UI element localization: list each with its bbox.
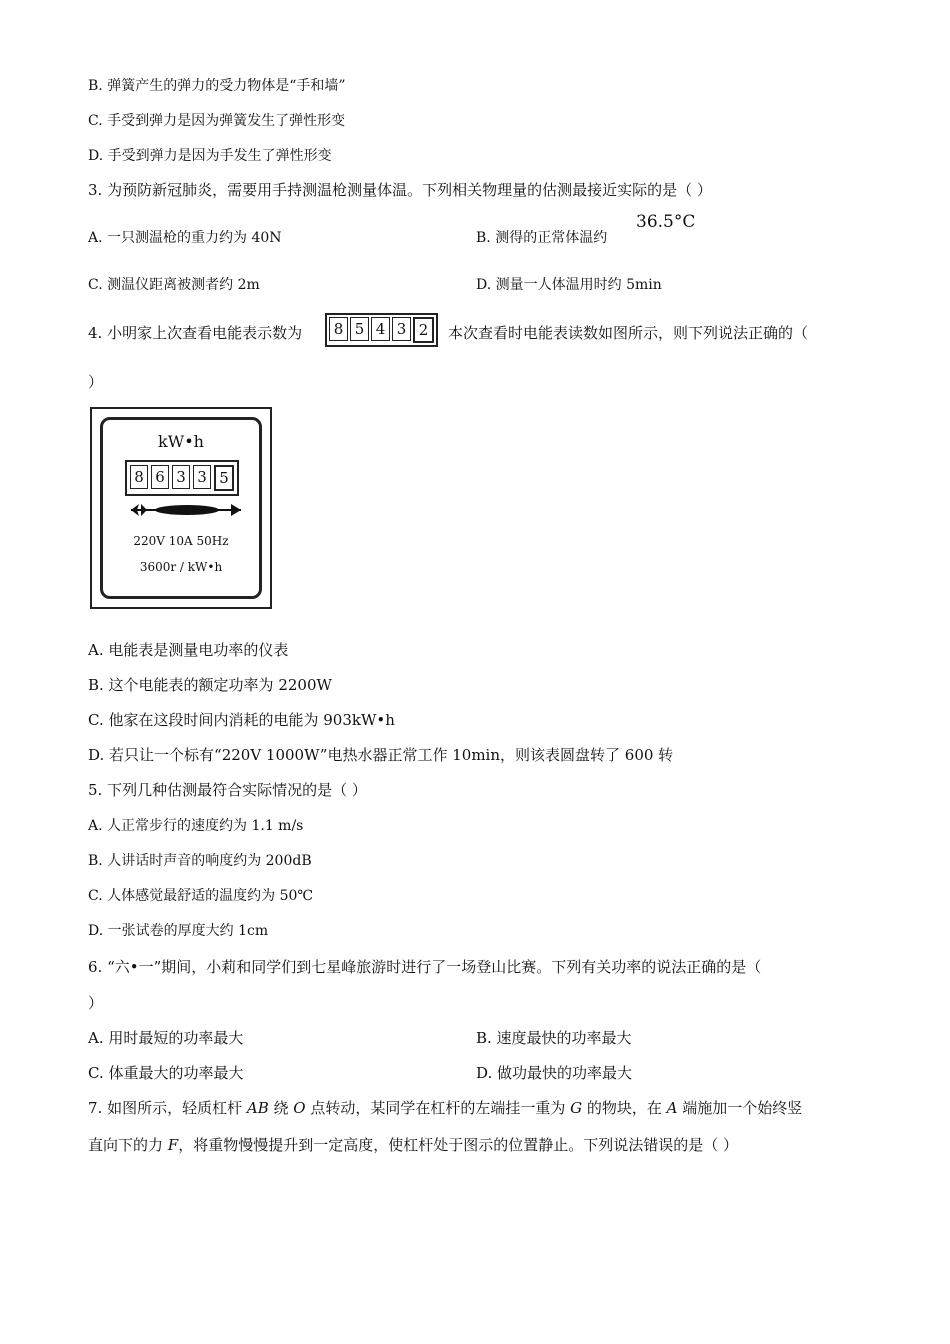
q4-stem-pre: 4. 小明家上次查看电能表示数为 xyxy=(88,324,303,342)
q6-stem: 6. “六•一”期间，小莉和同学们到七星峰旅游时进行了一场登山比赛。下列有关功率的说法正确的是（ xyxy=(88,958,762,976)
q2-option-c: C. 手受到弹力是因为弹簧发生了弹性形变 xyxy=(88,113,346,129)
q2-option-d: D. 手受到弹力是因为手发生了弹性形变 xyxy=(88,148,332,164)
q3-stem: 3. 为预防新冠肺炎，需要用手持测温枪测量体温。下列相关物理量的估测最接近实际的是（ ） xyxy=(88,181,712,199)
q5-option-a: A. 人正常步行的速度约为 1.1 m/s xyxy=(88,818,304,834)
q6-option-d: D. 做功最快的功率最大 xyxy=(476,1064,633,1082)
q7-var-a: A xyxy=(666,1099,678,1117)
q4-option-b: B. 这个电能表的额定功率为 2200W xyxy=(88,676,332,694)
q3-option-d: D. 测量一人体温用时约 5min xyxy=(476,277,662,293)
prev-digit: 3 xyxy=(392,317,411,341)
q7-text: 绕 xyxy=(268,1099,294,1117)
q7-var-o: O xyxy=(293,1099,306,1117)
q4-previous-reading xyxy=(325,313,438,347)
meter-reading xyxy=(125,460,239,496)
meter-spec-rating: 220V 10A 50Hz xyxy=(133,534,229,548)
electric-meter-figure xyxy=(90,407,272,609)
prev-digit: 5 xyxy=(350,317,369,341)
q5-stem: 5. 下列几种估测最符合实际情况的是（ ） xyxy=(88,781,367,799)
q5-option-b: B. 人讲话时声音的响度约为 200dB xyxy=(88,853,312,869)
meter-digit: 5 xyxy=(214,465,234,491)
q7-stem-line2 xyxy=(88,1135,738,1155)
q7-text: 7. 如图所示，轻质杠杆 xyxy=(88,1099,247,1117)
q4-option-a: A. 电能表是测量电功率的仪表 xyxy=(88,641,289,659)
q4-stem-post: 本次查看时电能表读数如图所示，则下列说法正确的（ xyxy=(448,324,809,342)
meter-unit: kW•h xyxy=(158,432,204,451)
prev-digit: 8 xyxy=(329,317,348,341)
meter-digit: 3 xyxy=(172,465,190,489)
q3-option-a: A. 一只测温枪的重力约为 40N xyxy=(88,230,282,246)
q7-text: 的物块，在 xyxy=(582,1099,667,1117)
q7-text: ，将重物慢慢提升到一定高度，使杠杆处于图示的位置静止。下列说法错误的是（ ） xyxy=(178,1136,738,1154)
meter-digit: 8 xyxy=(130,465,148,489)
q5-option-d: D. 一张试卷的厚度大约 1cm xyxy=(88,923,269,939)
meter-digit: 6 xyxy=(151,465,169,489)
meter-spec-revolutions: 3600r / kW•h xyxy=(139,560,223,574)
meter-digit: 3 xyxy=(193,465,211,489)
q3-option-b: B. 测得的正常体温约 xyxy=(476,230,608,246)
q3-option-c: C. 测温仪距离被测者约 2m xyxy=(88,277,260,293)
q5-option-c: C. 人体感觉最舒适的温度约为 50℃ xyxy=(88,888,314,904)
q4-option-d: D. 若只让一个标有“220V 1000W”电热水器正常工作 10min，则该表圆盘转了 600 转 xyxy=(88,746,674,764)
q2-option-b: B. 弹簧产生的弹力的受力物体是“手和墙” xyxy=(88,78,346,94)
q7-text: 直向下的力 xyxy=(88,1136,168,1154)
q6-option-a: A. 用时最短的功率最大 xyxy=(88,1029,244,1047)
q7-text: 点转动，某同学在杠杆的左端挂一重为 xyxy=(305,1099,571,1117)
q7-var-f: F xyxy=(167,1136,179,1154)
q7-stem-line1 xyxy=(88,1098,802,1118)
q6-option-c: C. 体重最大的功率最大 xyxy=(88,1064,244,1082)
q3-option-b-value: 36.5°C xyxy=(636,212,696,232)
q4-option-c: C. 他家在这段时间内消耗的电能为 903kW•h xyxy=(88,711,395,729)
q7-text: 端施加一个始终竖 xyxy=(677,1099,803,1117)
meter-rotor-arrow-icon xyxy=(129,500,245,520)
q7-var-g: G xyxy=(570,1099,583,1117)
q6-stem-close: ） xyxy=(88,994,104,1012)
q7-var-ab: AB xyxy=(246,1099,269,1117)
q4-stem-close: ） xyxy=(88,373,104,391)
prev-digit: 4 xyxy=(371,317,390,341)
q6-option-b: B. 速度最快的功率最大 xyxy=(476,1029,632,1047)
prev-digit: 2 xyxy=(413,317,434,343)
electric-meter-face xyxy=(100,417,262,599)
